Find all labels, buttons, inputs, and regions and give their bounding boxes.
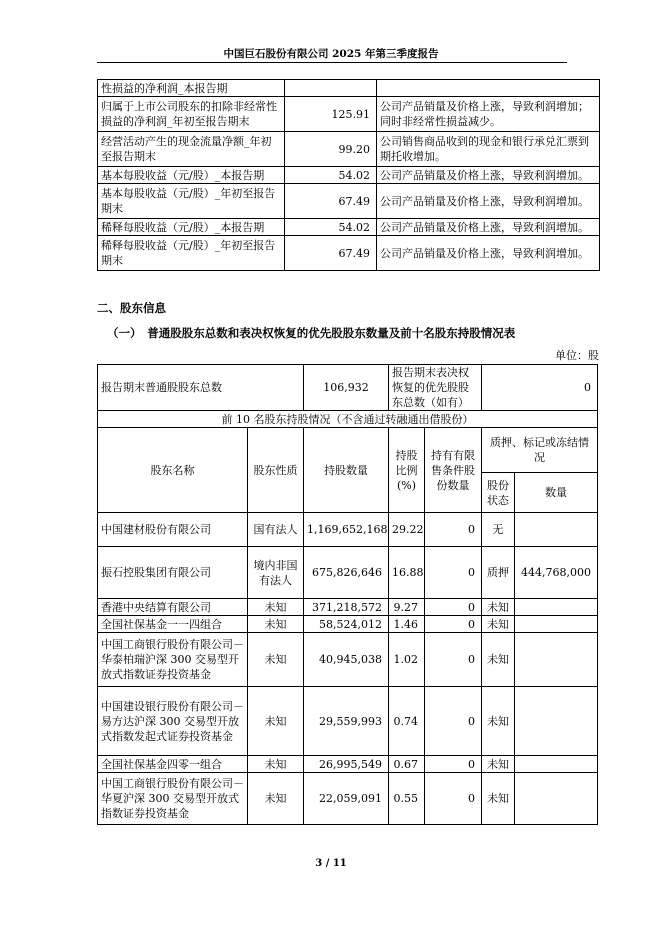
holder-restricted: 0 bbox=[425, 773, 482, 825]
holder-pledge-status: 无 bbox=[482, 513, 515, 547]
holder-shares: 1,169,652,168 bbox=[304, 513, 389, 547]
value-cell: 54.02 bbox=[285, 219, 377, 236]
holder-nature: 未知 bbox=[248, 616, 304, 633]
holder-name: 全国社保基金四零一组合 bbox=[98, 756, 248, 773]
holder-shares: 371,218,572 bbox=[304, 599, 389, 616]
reason-cell: 公司产品销量及价格上涨，导致利润增加。 bbox=[377, 184, 600, 219]
page-header: 中国巨石股份有限公司 2025 年第三季度报告 bbox=[223, 48, 439, 60]
holder-ratio: 1.46 bbox=[389, 616, 425, 633]
header-nature: 股东性质 bbox=[248, 428, 304, 513]
holder-shares: 22,059,091 bbox=[304, 773, 389, 825]
reason-cell: 公司产品销量及价格上涨，导致利润增加。 bbox=[377, 236, 600, 271]
section-title: 二、股东信息 bbox=[97, 301, 166, 315]
holder-name: 香港中央结算有限公司 bbox=[98, 599, 248, 616]
reason-cell: 公司产品销量及价格上涨，导致利润增加。 bbox=[377, 167, 600, 184]
top10-title-row bbox=[98, 411, 598, 428]
holder-nature: 未知 bbox=[248, 633, 304, 687]
header-name: 股东名称 bbox=[98, 428, 248, 513]
pref-holders-value: 0 bbox=[482, 365, 598, 411]
holder-restricted: 0 bbox=[425, 599, 482, 616]
total-holders-row bbox=[98, 365, 598, 411]
holder-restricted: 0 bbox=[425, 687, 482, 756]
holder-name: 中国工商银行股份有限公司－华泰柏瑞沪深 300 交易型开放式指数证券投资基金 bbox=[98, 633, 248, 687]
table-row bbox=[98, 167, 600, 184]
holder-name: 中国建设银行股份有限公司－易方达沪深 300 交易型开放式指数发起式证券投资基金 bbox=[98, 687, 248, 756]
holder-ratio: 0.55 bbox=[389, 773, 425, 825]
table-row bbox=[98, 599, 598, 616]
table-row bbox=[98, 773, 598, 825]
item-cell: 经营活动产生的现金流量净额_年初至报告期末 bbox=[98, 132, 285, 167]
holder-nature: 国有法人 bbox=[248, 513, 304, 547]
value-cell: 99.20 bbox=[285, 132, 377, 167]
holder-pledge-qty bbox=[515, 599, 598, 616]
indicator-table bbox=[97, 79, 600, 271]
holder-restricted: 0 bbox=[425, 756, 482, 773]
table-row bbox=[98, 687, 598, 756]
table-row bbox=[98, 756, 598, 773]
reason-cell bbox=[377, 80, 600, 97]
holder-shares: 675,826,646 bbox=[304, 547, 389, 599]
top10-title: 前 10 名股东持股情况（不含通过转融通出借股份） bbox=[98, 411, 598, 428]
header-pledge-status: 股份状态 bbox=[482, 473, 515, 513]
holder-pledge-status: 未知 bbox=[482, 616, 515, 633]
holder-pledge-qty: 444,768,000 bbox=[515, 547, 598, 599]
value-cell: 67.49 bbox=[285, 236, 377, 271]
holder-ratio: 29.22 bbox=[389, 513, 425, 547]
unit-label: 单位：股 bbox=[555, 349, 599, 362]
holder-shares: 29,559,993 bbox=[304, 687, 389, 756]
holder-pledge-status: 质押 bbox=[482, 547, 515, 599]
holder-name: 中国建材股份有限公司 bbox=[98, 513, 248, 547]
reason-cell: 公司产品销量及价格上涨，导致利润增加。 bbox=[377, 219, 600, 236]
header-pledge-qty: 数量 bbox=[515, 473, 598, 513]
value-cell: 67.49 bbox=[285, 184, 377, 219]
holder-restricted: 0 bbox=[425, 547, 482, 599]
holder-pledge-status: 未知 bbox=[482, 756, 515, 773]
table-row bbox=[98, 236, 600, 271]
item-cell: 基本每股收益（元/股）_年初至报告期末 bbox=[98, 184, 285, 219]
holder-pledge-qty bbox=[515, 756, 598, 773]
header-rule bbox=[97, 62, 567, 63]
holder-name: 振石控股集团有限公司 bbox=[98, 547, 248, 599]
holder-shares: 40,945,038 bbox=[304, 633, 389, 687]
holder-pledge-status: 未知 bbox=[482, 599, 515, 616]
table-row bbox=[98, 547, 598, 599]
holder-pledge-status: 未知 bbox=[482, 633, 515, 687]
value-cell: 54.02 bbox=[285, 167, 377, 184]
header-ratio: 持股比例(%) bbox=[389, 428, 425, 513]
holder-pledge-qty bbox=[515, 633, 598, 687]
reason-cell: 公司销售商品收到的现金和银行承兑汇票到期托收增加。 bbox=[377, 132, 600, 167]
total-holders-label: 报告期末普通股股东总数 bbox=[98, 365, 304, 411]
header-restricted: 持有有限售条件股份数量 bbox=[425, 428, 482, 513]
holder-pledge-qty bbox=[515, 773, 598, 825]
holder-ratio: 1.02 bbox=[389, 633, 425, 687]
holder-pledge-status: 未知 bbox=[482, 687, 515, 756]
holder-ratio: 16.88 bbox=[389, 547, 425, 599]
table-row bbox=[98, 184, 600, 219]
holder-shares: 26,995,549 bbox=[304, 756, 389, 773]
holder-restricted: 0 bbox=[425, 633, 482, 687]
item-cell: 归属于上市公司股东的扣除非经常性损益的净利润_年初至报告期末 bbox=[98, 97, 285, 132]
holder-nature: 未知 bbox=[248, 773, 304, 825]
holder-name: 中国工商银行股份有限公司－华夏沪深 300 交易型开放式指数证券投资基金 bbox=[98, 773, 248, 825]
item-cell: 稀释每股收益（元/股）_年初至报告期末 bbox=[98, 236, 285, 271]
holder-pledge-qty bbox=[515, 616, 598, 633]
holder-restricted: 0 bbox=[425, 513, 482, 547]
table-row bbox=[98, 132, 600, 167]
table-row bbox=[98, 97, 600, 132]
table-row bbox=[98, 80, 600, 97]
holder-nature: 未知 bbox=[248, 756, 304, 773]
holder-pledge-status: 未知 bbox=[482, 773, 515, 825]
holder-nature: 境内非国有法人 bbox=[248, 547, 304, 599]
header-shares: 持股数量 bbox=[304, 428, 389, 513]
table-row bbox=[98, 633, 598, 687]
item-cell: 基本每股收益（元/股）_本报告期 bbox=[98, 167, 285, 184]
item-cell: 性损益的净利润_本报告期 bbox=[98, 80, 285, 97]
holder-shares: 58,524,012 bbox=[304, 616, 389, 633]
pref-holders-label: 报告期末表决权恢复的优先股股东总数（如有） bbox=[389, 365, 482, 411]
value-cell: 125.91 bbox=[285, 97, 377, 132]
reason-cell: 公司产品销量及价格上涨，导致利润增加；同时非经常性损益减少。 bbox=[377, 97, 600, 132]
value-cell bbox=[285, 80, 377, 97]
holder-restricted: 0 bbox=[425, 616, 482, 633]
holder-pledge-qty bbox=[515, 513, 598, 547]
holder-pledge-qty bbox=[515, 687, 598, 756]
total-holders-value: 106,932 bbox=[304, 365, 389, 411]
header-pledge: 质押、标记或冻结情况 bbox=[482, 428, 598, 473]
page-number: 3 / 11 bbox=[315, 858, 347, 869]
table-row bbox=[98, 616, 598, 633]
table-row bbox=[98, 513, 598, 547]
header-row bbox=[98, 428, 598, 473]
holder-ratio: 0.67 bbox=[389, 756, 425, 773]
holder-ratio: 9.27 bbox=[389, 599, 425, 616]
holder-nature: 未知 bbox=[248, 599, 304, 616]
holder-name: 全国社保基金一一四组合 bbox=[98, 616, 248, 633]
table-row bbox=[98, 219, 600, 236]
subsection-title: （一） 普通股股东总数和表决权恢复的优先股股东数量及前十名股东持股情况表 bbox=[107, 326, 516, 340]
item-cell: 稀释每股收益（元/股）_本报告期 bbox=[98, 219, 285, 236]
holder-nature: 未知 bbox=[248, 687, 304, 756]
holder-ratio: 0.74 bbox=[389, 687, 425, 756]
shareholder-table bbox=[97, 364, 598, 825]
